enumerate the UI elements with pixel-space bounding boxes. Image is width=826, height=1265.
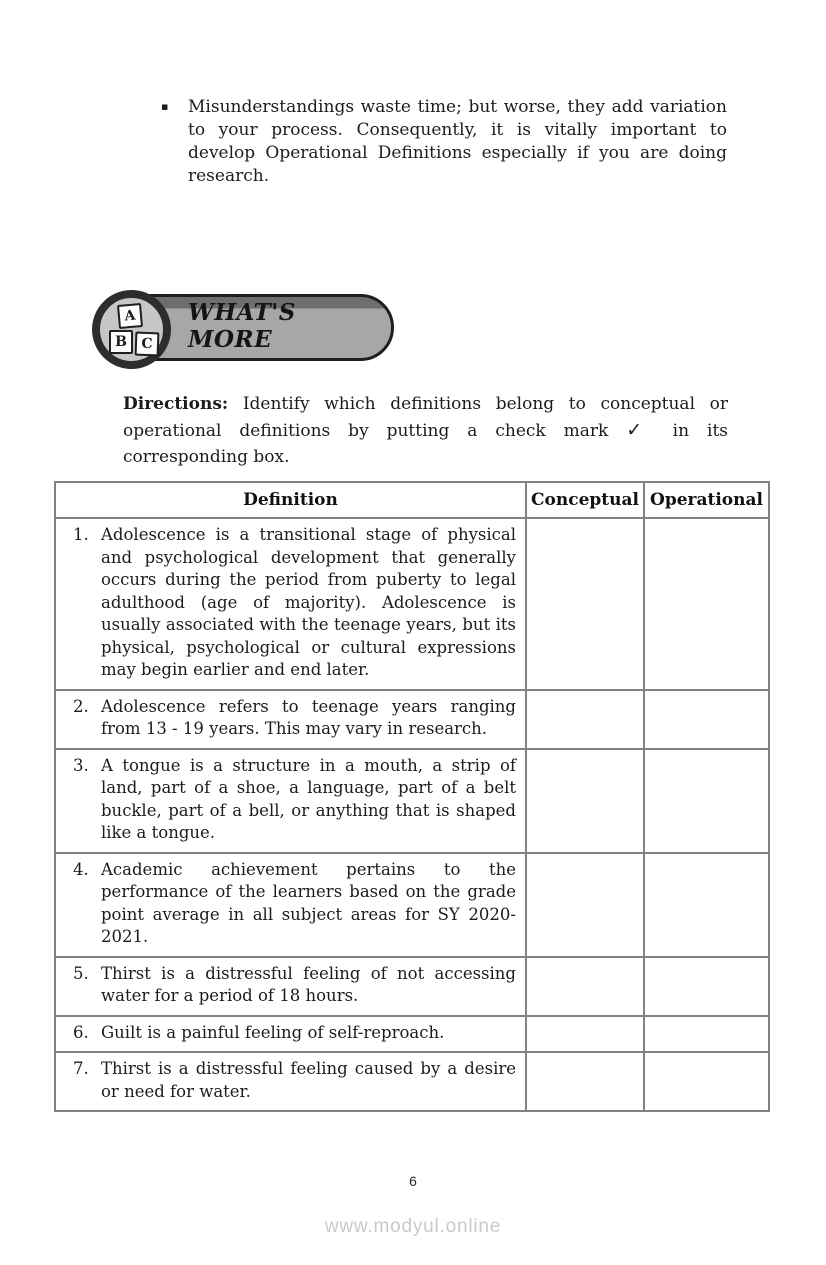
- column-header-definition: Definition: [55, 482, 526, 518]
- definition-text: Thirst is a distressful feeling of not accessing water for a period of 18 hours.: [101, 963, 516, 1005]
- bullet-square-icon: ▪: [161, 100, 169, 113]
- definition-cell: [55, 853, 526, 957]
- conceptual-checkbox-cell: [526, 690, 644, 749]
- definition-text: Adolescence refers to teenage years ranging from 13 - 19 years. This may vary in research.: [101, 696, 516, 738]
- intro-bullet-item: [161, 96, 727, 188]
- column-header-operational: Operational: [644, 482, 769, 518]
- definition-text: A tongue is a structure in a mouth, a strip of land, part of a shoe, a language, part of a belt buckle, part of a bell, or anything that is shaped like a tongue.: [101, 755, 516, 842]
- table-row: [55, 1052, 769, 1111]
- table-row: [55, 957, 769, 1016]
- abc-blocks-icon: [92, 290, 171, 369]
- definition-cell: [55, 1052, 526, 1111]
- definition-text: Academic achievement pertains to the performance of the learners based on the grade point average in all subject areas for SY 2020-2021.: [101, 859, 516, 946]
- operational-checkbox-cell: [644, 1016, 769, 1053]
- operational-checkbox-cell: [644, 518, 769, 690]
- intro-paragraph-text: Misunderstandings waste time; but worse, they add variation to your process. Consequently, it is vitally important to develop Operational Definitions especially if you are doing research.: [188, 97, 727, 186]
- operational-checkbox-cell: [644, 1052, 769, 1111]
- page-number: 6: [409, 1173, 417, 1189]
- definition-cell: [55, 518, 526, 690]
- letter-block-b: B: [109, 330, 133, 354]
- table-row: [55, 690, 769, 749]
- conceptual-checkbox-cell: [526, 957, 644, 1016]
- definition-number: 7.: [73, 1059, 89, 1078]
- section-title: WHAT'S MORE: [188, 299, 296, 353]
- definition-number: 1.: [73, 525, 89, 544]
- definition-cell: [55, 690, 526, 749]
- definition-text: Thirst is a distressful feeling caused by a desire or need for water.: [101, 1059, 516, 1101]
- watermark: www.modyul.online: [324, 1216, 502, 1237]
- letter-block-a: A: [117, 303, 143, 329]
- table-row: [55, 749, 769, 853]
- letter-block-c: C: [135, 332, 160, 357]
- directions-text: Identify which definitions belong to conceptual or operational definitions by putting a check mark: [123, 394, 728, 441]
- conceptual-checkbox-cell: [526, 1052, 644, 1111]
- definition-cell: [55, 1016, 526, 1053]
- conceptual-checkbox-cell: [526, 518, 644, 690]
- operational-checkbox-cell: [644, 690, 769, 749]
- definition-number: 5.: [73, 963, 89, 983]
- definition-number: 4.: [73, 859, 89, 879]
- table-row: [55, 1016, 769, 1053]
- directions-label: Directions:: [123, 394, 229, 414]
- directions-paragraph: [123, 391, 728, 470]
- definition-number: 3.: [73, 755, 89, 775]
- operational-checkbox-cell: [644, 957, 769, 1016]
- operational-checkbox-cell: [644, 853, 769, 957]
- table-row: [55, 853, 769, 957]
- definition-number: 6.: [73, 1022, 89, 1042]
- definition-number: 2.: [73, 696, 89, 716]
- whats-more-banner: [92, 290, 396, 369]
- operational-checkbox-cell: [644, 749, 769, 853]
- definition-cell: [55, 749, 526, 853]
- table-header-row: [55, 482, 769, 518]
- column-header-conceptual: Conceptual: [526, 482, 644, 518]
- definition-text: Guilt is a painful feeling of self-reproach.: [101, 1022, 445, 1042]
- directions-text-tail: in its corresponding box.: [123, 421, 729, 467]
- conceptual-checkbox-cell: [526, 749, 644, 853]
- conceptual-checkbox-cell: [526, 1016, 644, 1053]
- definition-text: Adolescence is a transitional stage of physical and psychological development that generally occurs during the period from puberty to legal adulthood (age of majority). Adolescence is usually associated with the teenage years, but its physical, psychological or cultural expressions may begin earlier and end later.: [101, 525, 516, 679]
- definition-cell: [55, 957, 526, 1016]
- conceptual-checkbox-cell: [526, 853, 644, 957]
- table-row: [55, 518, 769, 690]
- definitions-table: [54, 481, 770, 1112]
- check-mark-icon: ✓: [626, 419, 655, 441]
